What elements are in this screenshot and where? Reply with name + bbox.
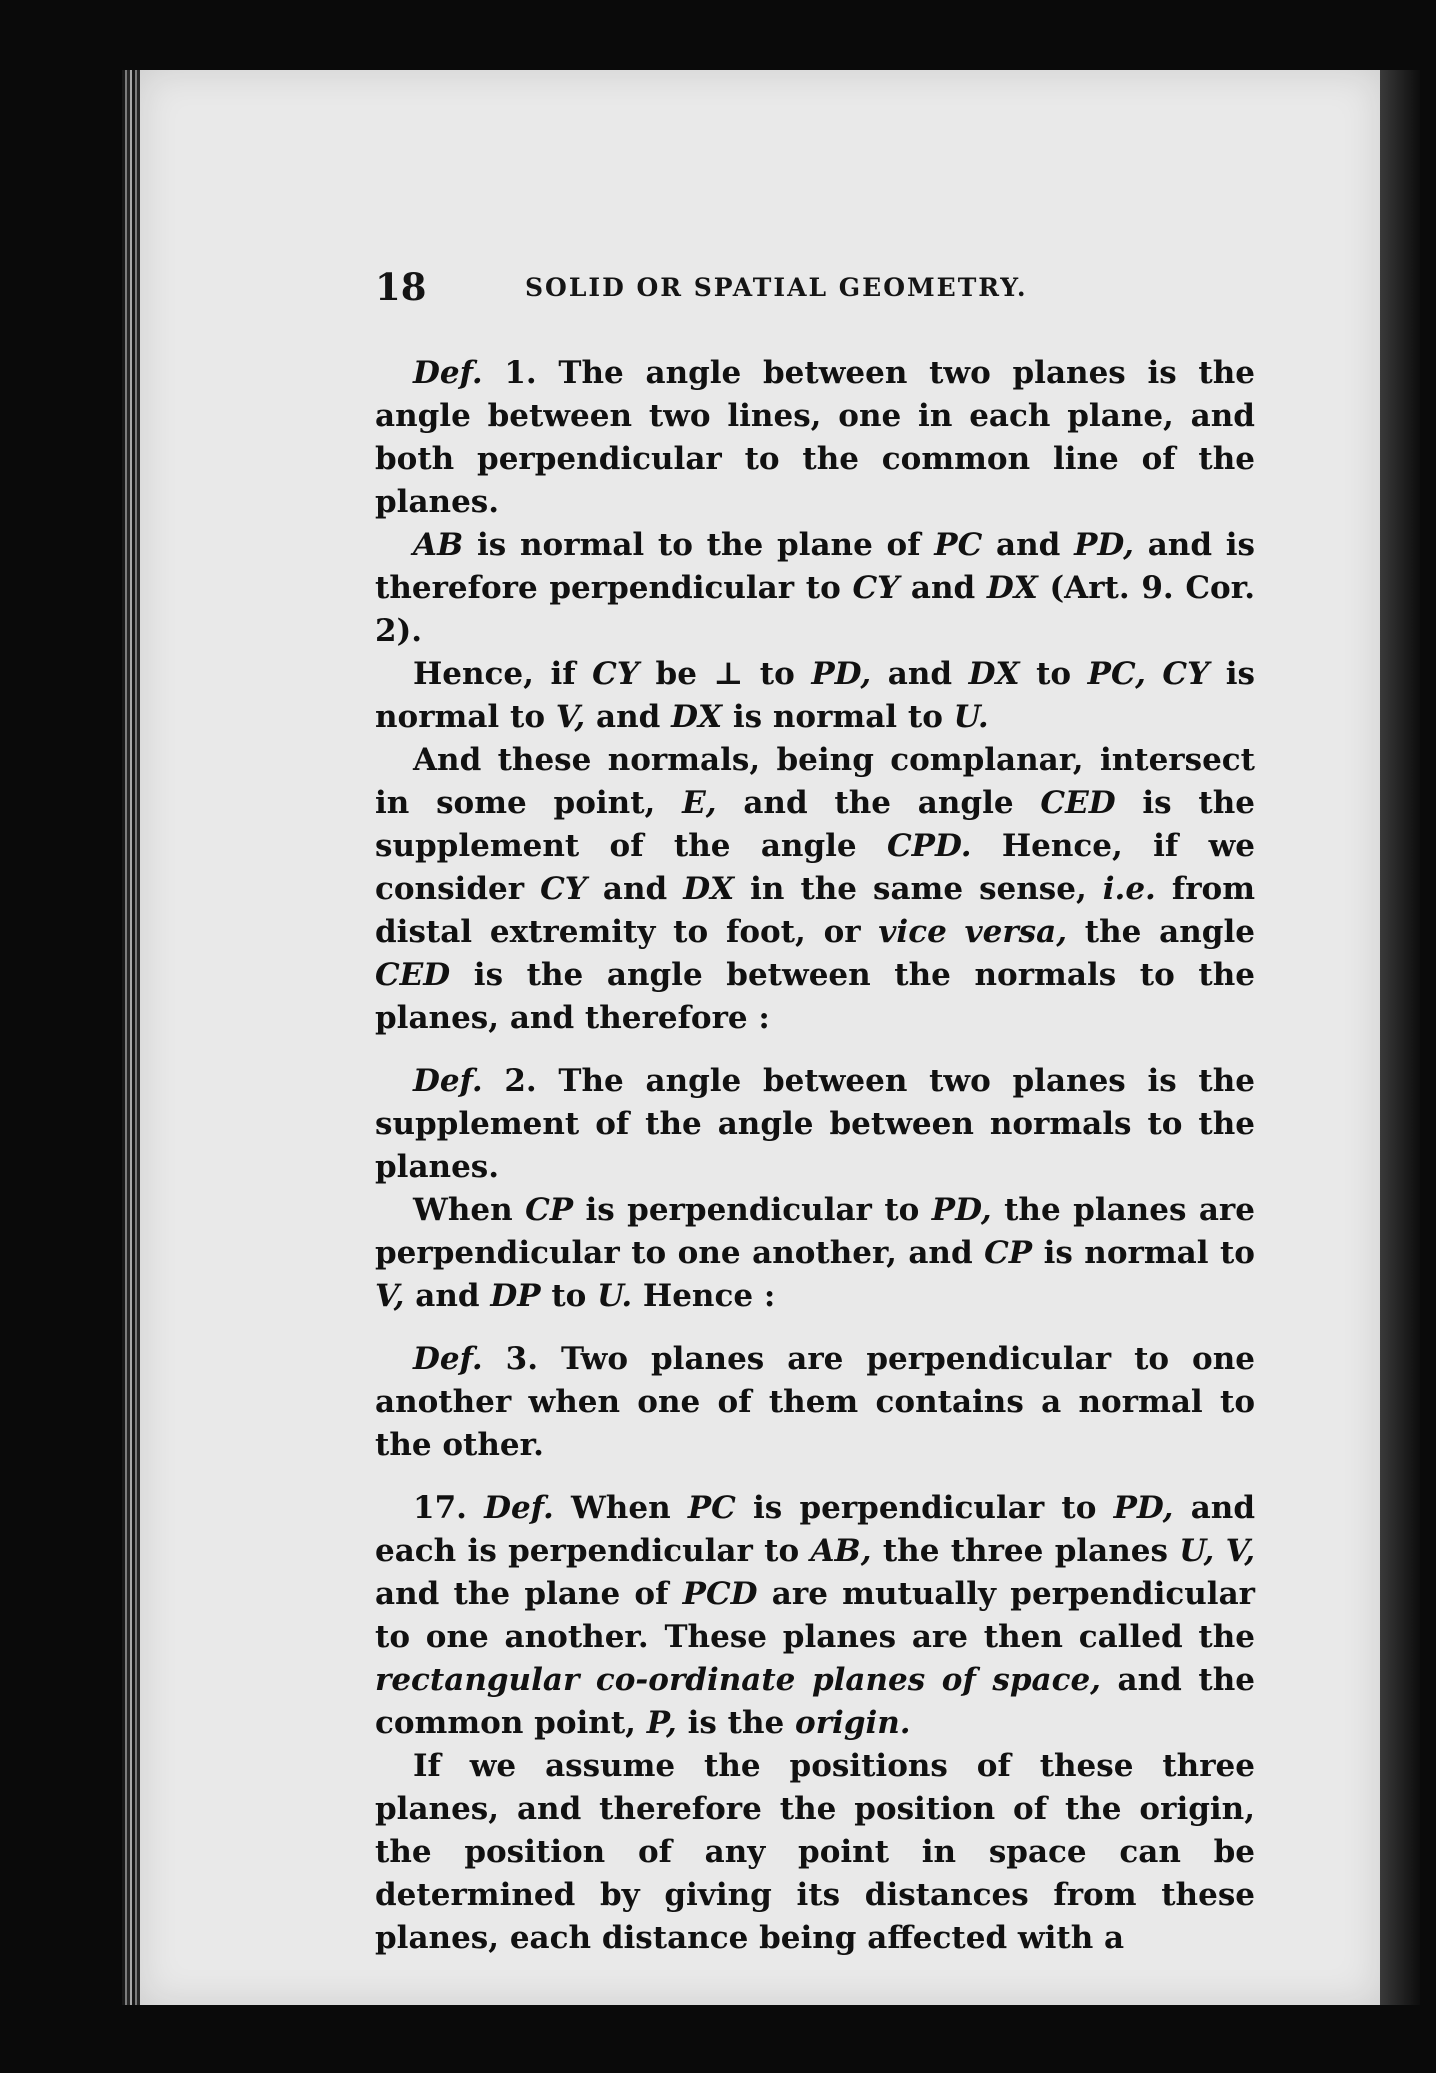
text-run: 1. The angle between two planes is the angle between two lines, one in each plane, and both perpendicular to the common line of the planes. <box>375 355 1255 520</box>
italic-text: CP <box>525 1192 574 1228</box>
italic-text: V, <box>375 1278 405 1314</box>
italic-text: PD, <box>1074 527 1134 563</box>
text-run: are mutually perpendicular to one another. These planes are then called the <box>375 1576 1255 1655</box>
paragraph <box>375 524 1255 653</box>
text-run: is the supplement of the angle <box>375 785 1255 864</box>
text-run: is the angle between the normals to the planes, and therefore : <box>375 957 1255 1036</box>
text-run: is normal to <box>375 656 1256 735</box>
italic-text: PCD <box>682 1576 758 1612</box>
italic-text: CED <box>375 957 451 993</box>
text-run: from distal extremity to foot, or <box>375 871 1256 950</box>
italic-text: origin. <box>795 1705 911 1741</box>
text-run: Hence, if we consider <box>375 828 1255 907</box>
paragraph <box>375 653 1255 739</box>
paragraph <box>375 1338 1255 1467</box>
italic-text: vice versa, <box>878 914 1067 950</box>
italic-text: CP <box>984 1235 1033 1271</box>
text-run: and <box>586 871 684 907</box>
italic-text: CY <box>1162 656 1210 692</box>
italic-text: CPD. <box>886 828 972 864</box>
italic-text: Def. <box>413 355 483 391</box>
italic-text: Def. <box>413 1341 483 1377</box>
text-run: is normal to <box>1032 1235 1255 1271</box>
italic-text: CY <box>852 570 900 606</box>
text-run: is normal to the plane of <box>463 527 935 563</box>
italic-text: V, <box>555 699 586 735</box>
italic-text: DX <box>683 871 735 907</box>
italic-text: PD, <box>1113 1490 1174 1526</box>
text-run: (Art. 9. Cor. 2). <box>375 570 1255 649</box>
paragraph <box>375 352 1255 524</box>
text-run: the angle <box>1067 914 1255 950</box>
text-run: in the same sense, <box>734 871 1103 907</box>
italic-text: AB, <box>810 1533 872 1569</box>
text-run: When <box>413 1192 526 1228</box>
text-run: Hence, if <box>413 656 593 692</box>
text-run: Hence : <box>632 1278 776 1314</box>
text-run: and the common point, <box>375 1662 1256 1741</box>
italic-text: DX <box>671 699 723 735</box>
italic-text: E, <box>682 785 717 821</box>
italic-text: PC, <box>1087 656 1146 692</box>
italic-text: PC <box>687 1490 736 1526</box>
text-run: and <box>585 699 672 735</box>
italic-text: U, V, <box>1179 1533 1256 1569</box>
italic-text: CY <box>540 871 587 907</box>
italic-text: DX <box>986 570 1038 606</box>
paragraph <box>375 739 1255 1040</box>
body-text <box>375 352 1255 1960</box>
text-run: is perpendicular to <box>573 1192 932 1228</box>
text-run: and the plane of <box>375 1576 683 1612</box>
running-head: SOLID OR SPATIAL GEOMETRY. <box>525 273 1028 302</box>
text-run: and <box>982 527 1075 563</box>
italic-text: CED <box>1040 785 1116 821</box>
text-run: the planes are perpendicular to one another, and <box>375 1192 1255 1271</box>
italic-text: DX <box>968 656 1020 692</box>
italic-text: i.e. <box>1102 871 1156 907</box>
text-run: 3. Two planes are perpendicular to one another when one of them contains a normal to the other. <box>375 1341 1255 1463</box>
text-run: to <box>540 1278 598 1314</box>
italic-text: U. <box>597 1278 633 1314</box>
text-run: is perpendicular to <box>735 1490 1114 1526</box>
text-run: and <box>404 1278 491 1314</box>
page-header <box>375 265 1080 315</box>
italic-text: PD, <box>811 656 872 692</box>
text-run: be ⊥ to <box>638 656 812 692</box>
paragraph <box>375 1060 1255 1189</box>
italic-text: P, <box>646 1705 677 1741</box>
italic-text: CY <box>592 656 639 692</box>
page-edge-shadow <box>1380 70 1420 2005</box>
text-run: 2. The angle between two planes is the supplement of the angle between normals to the planes. <box>375 1063 1255 1185</box>
text-run: is the <box>676 1705 796 1741</box>
italic-text: Def. <box>484 1490 554 1526</box>
paragraph <box>375 1487 1255 1745</box>
italic-text: DP <box>490 1278 541 1314</box>
text-run: If we assume the positions of these three planes, and therefore the position of the origin, the position of any point in space can be determined by giving its distances from these planes, each distance being affected with a <box>375 1748 1255 1956</box>
text-run: and the angle <box>716 785 1041 821</box>
text-run: and <box>871 656 969 692</box>
text-run: When <box>553 1490 688 1526</box>
italic-text: rectangular co-ordinate planes of space, <box>375 1662 1101 1698</box>
text-run: is normal to <box>722 699 954 735</box>
text-run: 17. <box>413 1490 485 1526</box>
text-run: the three planes <box>871 1533 1180 1569</box>
text-run: to <box>1019 656 1088 692</box>
text-run: and each is perpendicular to <box>375 1490 1255 1569</box>
page-number: 18 <box>375 265 427 309</box>
paragraph <box>375 1189 1255 1318</box>
italic-text: Def. <box>413 1063 483 1099</box>
italic-text: AB <box>413 527 464 563</box>
text-run: And these normals, being complanar, intersect in some point, <box>375 742 1255 821</box>
italic-text: U. <box>953 699 989 735</box>
text-run: and <box>899 570 987 606</box>
paragraph <box>375 1745 1255 1960</box>
text-run <box>1146 656 1163 692</box>
text-run: and is therefore perpendicular to <box>375 527 1255 606</box>
italic-text: PD, <box>931 1192 992 1228</box>
italic-text: PC <box>934 527 983 563</box>
